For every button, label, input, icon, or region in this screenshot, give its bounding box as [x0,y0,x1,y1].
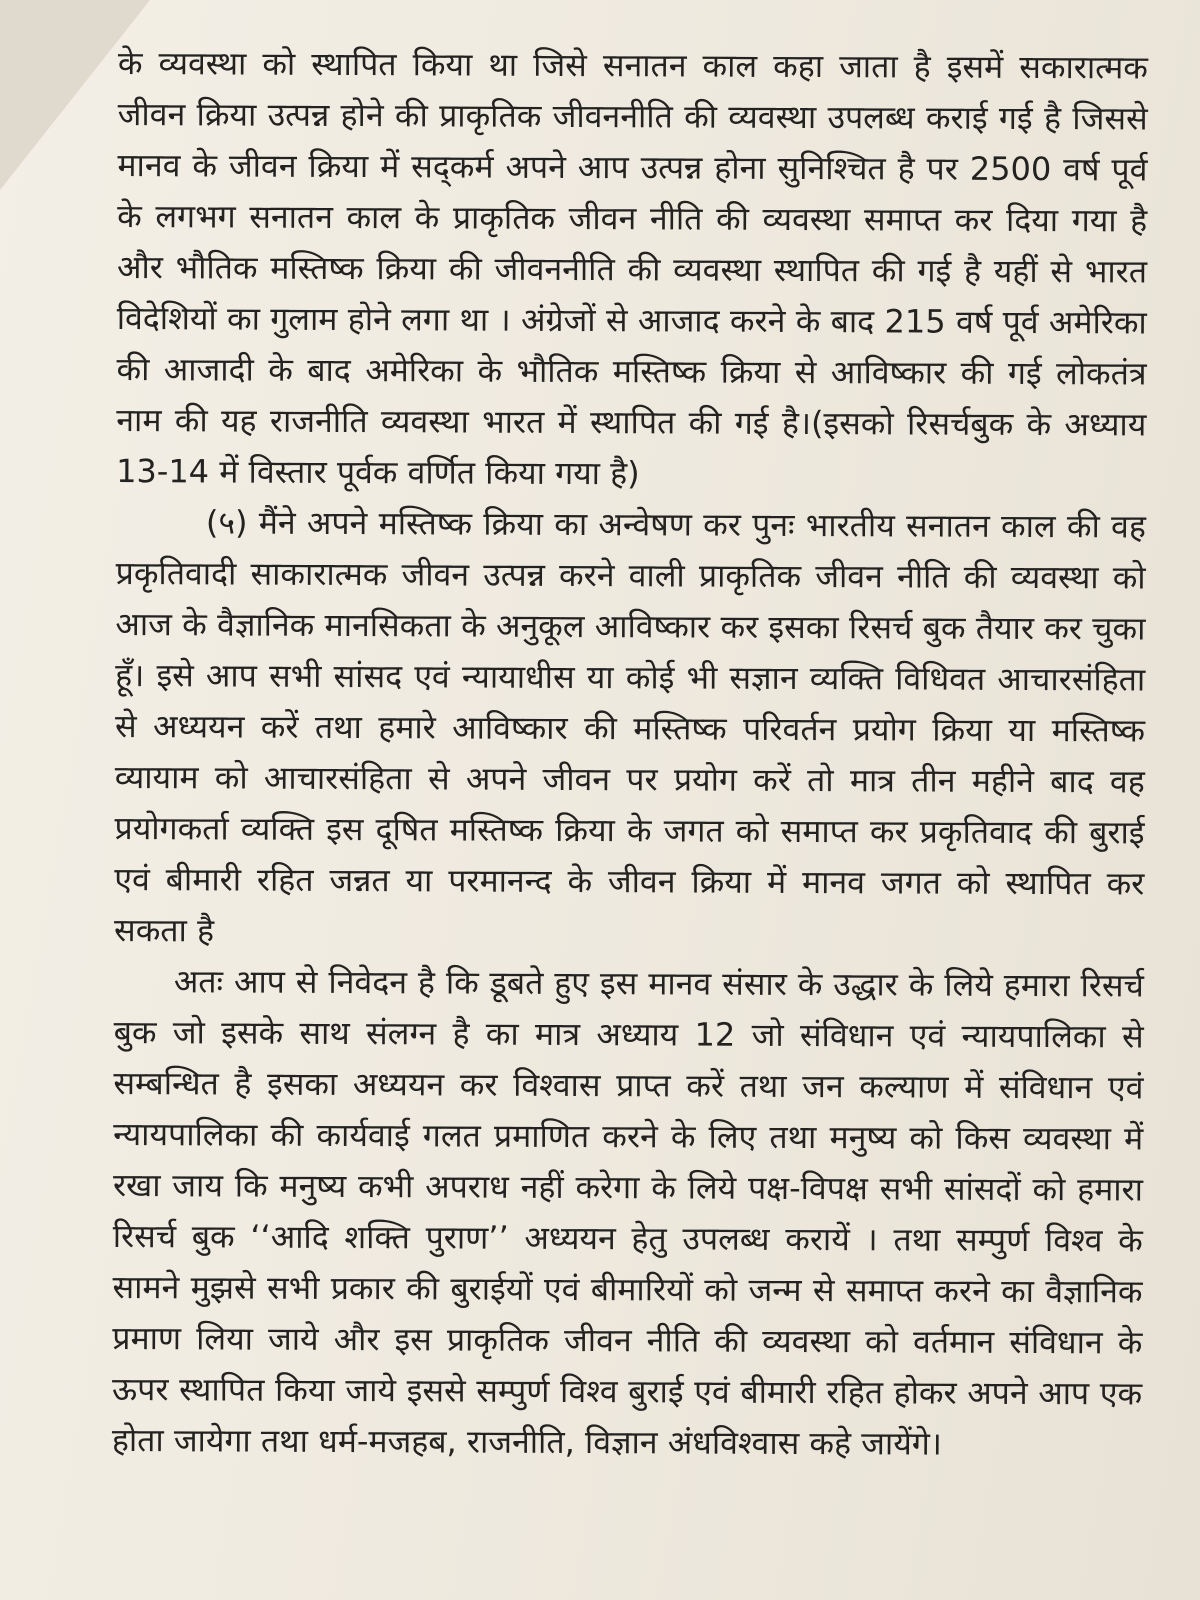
document-body [112,38,1148,1470]
paragraph-2: (५) मैंने अपने मस्तिष्क क्रिया का अन्वेषण कर पुनः भारतीय सनातन काल की वह प्रकृतिवादी साकारात्मक जीवन उत्पन्न करने वाली प्राकृतिक जीवन नीति की व्यवस्था को आज के वैज्ञानिक मानसिकता के अनुकूल आविष्कार कर इसका रिसर्च बुक तैयार कर चुका हूँ। इसे आप सभी सांसद एवं न्यायाधीस या कोई भी सज्ञान व्यक्ति विधिवत आचारसंहिता से अध्ययन करें तथा हमारे आविष्कार की मस्तिष्क परिवर्तन प्रयोग क्रिया या मस्तिष्क व्यायाम को आचारसंहिता से अपने जीवन पर प्रयोग करें तो मात्र तीन महीने बाद वह प्रयोगकर्ता व्यक्ति इस दूषित मस्तिष्क क्रिया के जगत को समाप्त कर प्रकृतिवाद की बुराई एवं बीमारी रहित जन्नत या परमानन्द के जीवन क्रिया में मानव जगत को स्थापित कर सकता है [114,503,1146,950]
paragraph-1: के व्यवस्था को स्थापित किया था जिसे सनातन काल कहा जाता है इसमें सकारात्मक जीवन क्रिया उत्पन्न होने की प्राकृतिक जीवननीति की व्यवस्था उपलब्ध कराई गई है जिससे मानव के जीवन क्रिया में सद्कर्म अपने आप उत्पन्न होना सुनिश्चित है पर 2500 वर्ष पूर्व के लगभग सनातन काल के प्राकृतिक जीवन नीति की व्यवस्था समाप्त कर दिया गया है और भौतिक मस्तिष्क क्रिया की जीवननीति की व्यवस्था स्थापित की गई है यहीं से भारत विदेशियों का गुलाम होने लगा था । अंग्रेजों से आजाद करने के बाद 215 वर्ष पूर्व अमेरिका की आजादी के बाद अमेरिका के भौतिक मस्तिष्क क्रिया से आविष्कार की गई लोकतंत्र नाम की यह राजनीति व्यवस्था भारत में स्थापित की गई है।(इसको रिसर्चबुक के अध्याय 13-14 में विस्तार पूर्वक वर्णित किया गया है) [116,43,1148,493]
paragraph-3: अतः आप से निवेदन है कि डूबते हुए इस मानव संसार के उद्धार के लिये हमारा रिसर्च बुक जो इसके साथ संलग्न है का मात्र अध्याय 12 जो संविधान एवं न्यायपालिका से सम्बन्धित है इसका अध्ययन कर विश्वास प्राप्त करें तथा जन कल्याण में संविधान एवं न्यायपालिका की कार्यवाई गलत प्रमाणित करने के लिए तथा मनुष्य को किस व्यवस्था में रखा जाय कि मनुष्य कभी अपराध नहीं करेगा के लिये पक्ष-विपक्ष सभी सांसदों को हमारा रिसर्च बुक ‘‘आदि शक्ति पुराण’’ अध्ययन हेतु उपलब्ध करायें । तथा सम्पुर्ण विश्व के सामने मुझसे सभी प्रकार की बुराईयों एवं बीमारियों को जन्म से समाप्त करने का वैज्ञानिक प्रमाण लिया जाये और इस प्राकृतिक जीवन नीति की व्यवस्था को वर्तमान संविधान के ऊपर स्थापित किया जाये इससे सम्पुर्ण विश्व बुराई एवं बीमारी रहित होकर अपने आप एक होता जायेगा तथा धर्म-मजहब, राजनीति, विज्ञान अंधविश्वास कहे जायेंगे। [111,962,1144,1463]
